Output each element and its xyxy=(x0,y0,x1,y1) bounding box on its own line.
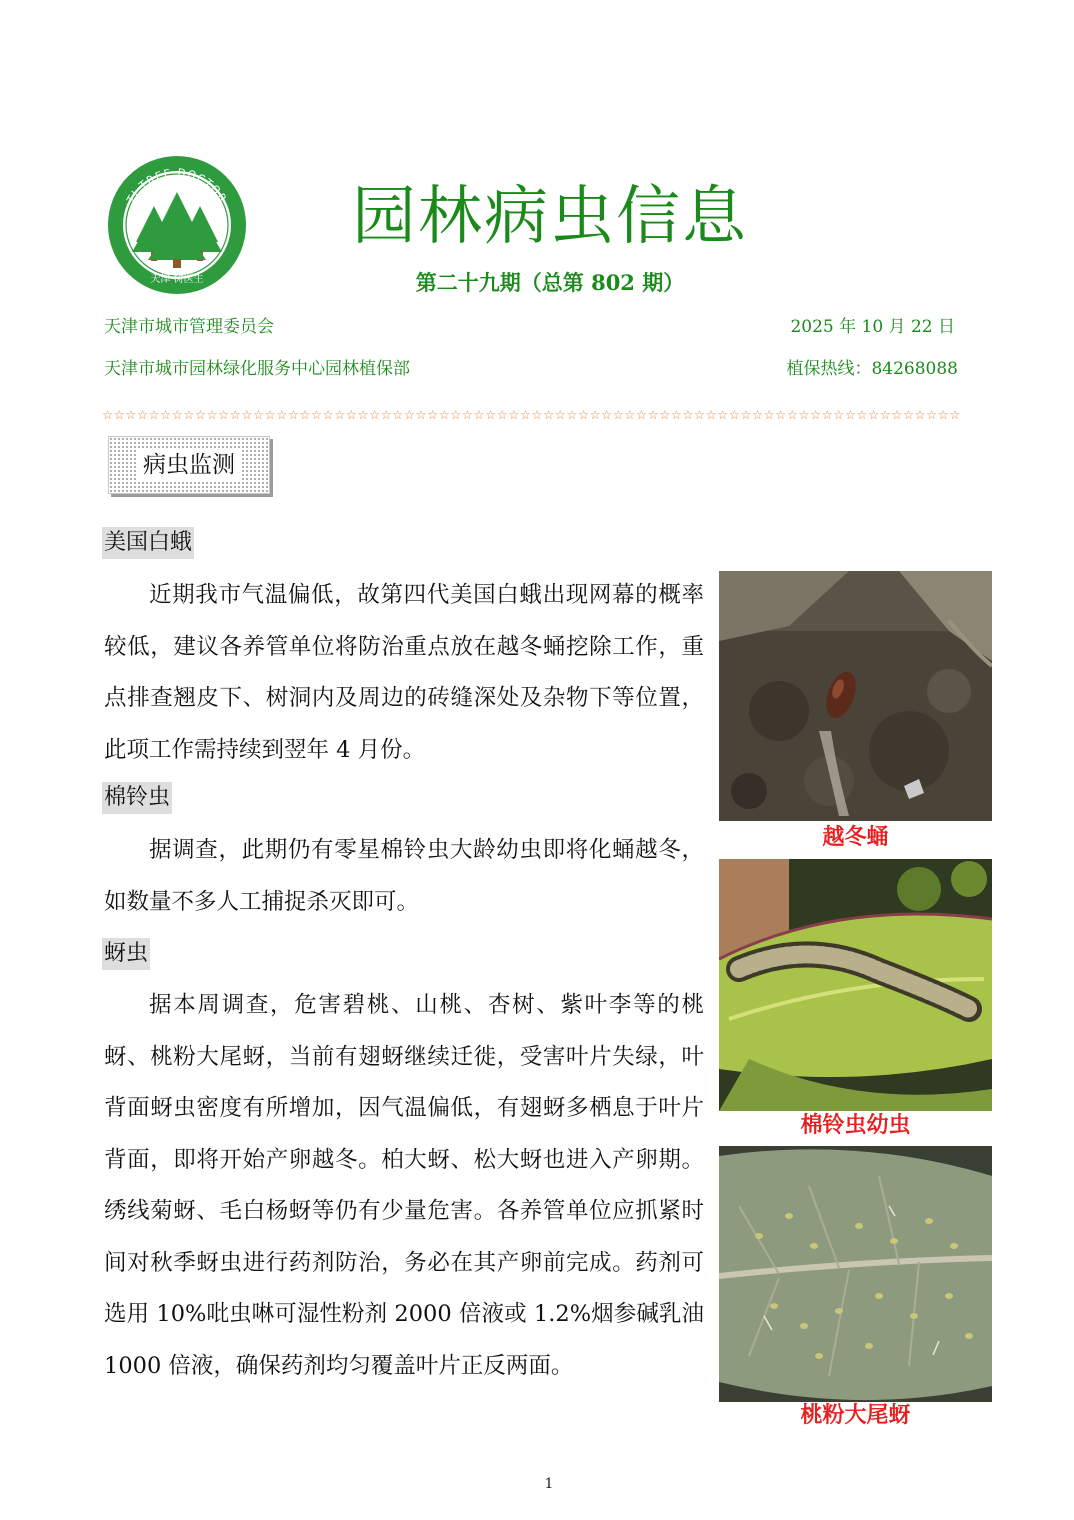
caption-cotton-bollworm-larva: 棉铃虫幼虫 xyxy=(800,1113,911,1138)
logo-text-bottom: 天津·树医生 xyxy=(150,274,204,285)
section-title: 病虫监测 xyxy=(137,448,241,482)
publisher-secondary: 天津市城市园林绿化服务中心园林植保部 xyxy=(104,359,410,379)
tree-doctor-logo xyxy=(106,154,248,296)
publisher-primary: 天津市城市管理委员会 xyxy=(104,317,274,337)
caption-overwintering-pupa: 越冬蛹 xyxy=(822,825,889,850)
logo-text-top: TJ TREE DOCTOR xyxy=(124,166,230,206)
paragraph-cotton-bollworm: 据调查，此期仍有零星棉铃虫大龄幼虫即将化蛹越冬，如数量不多人工捕捉杀灭即可。 xyxy=(104,837,704,915)
page-number: 1 xyxy=(544,1476,554,1492)
heading-cotton-bollworm: 棉铃虫 xyxy=(102,782,172,814)
paragraph-aphid: 据本周调查，危害碧桃、山桃、杏树、紫叶李等的桃蚜、桃粉大尾蚜，当前有翅蚜继续迁徙，受害叶片失绿，叶背面蚜虫密度有所增加，因气温偏低，有翅蚜多栖息于叶片背面，即将开始产卵越冬。柏大蚜、松大蚜也进入产卵期。绣线菊蚜、毛白杨蚜等仍有少量危害。各养管单位应抓紧时间对秋季蚜虫进行药剂防治，务必在其产卵前完成。药剂可选用 10%吡虫啉可湿性粉剂 2000 倍液或 1.2%烟参碱乳油 1000 倍液，确保药剂均匀覆盖叶片正反两面。 xyxy=(104,992,704,1379)
photo-peach-aphid xyxy=(719,1146,992,1402)
publish-date: 2025 年 10 月 22 日 xyxy=(790,317,955,337)
issue-number: 第二十九期（总第 802 期） xyxy=(415,270,685,295)
paragraph-american-white-moth: 近期我市气温偏低，故第四代美国白蛾出现网幕的概率较低，建议各养管单位将防治重点放在越冬蛹挖除工作，重点排查翘皮下、树洞内及周边的砖缝深处及杂物下等位置，此项工作需持续到翌年 4 月份。 xyxy=(104,582,704,763)
section-title-box xyxy=(108,436,270,494)
heading-american-white-moth: 美国白蛾 xyxy=(102,527,194,559)
newsletter-title: 园林病虫信息 xyxy=(352,180,748,254)
photo-overwintering-pupa xyxy=(719,571,992,821)
photo-cotton-bollworm-larva xyxy=(719,859,992,1111)
heading-aphid: 蚜虫 xyxy=(102,938,150,970)
hotline: 植保热线：84268088 xyxy=(786,359,958,379)
caption-peach-aphid: 桃粉大尾蚜 xyxy=(800,1403,911,1428)
star-divider: ☆☆☆☆☆☆☆☆☆☆☆☆☆☆☆☆☆☆☆☆☆☆☆☆☆☆☆☆☆☆☆☆☆☆☆☆☆☆☆☆☆☆☆☆☆☆☆☆☆☆☆☆☆☆☆☆☆☆☆☆☆☆☆☆☆☆☆☆☆☆☆☆☆☆ xyxy=(102,407,961,422)
